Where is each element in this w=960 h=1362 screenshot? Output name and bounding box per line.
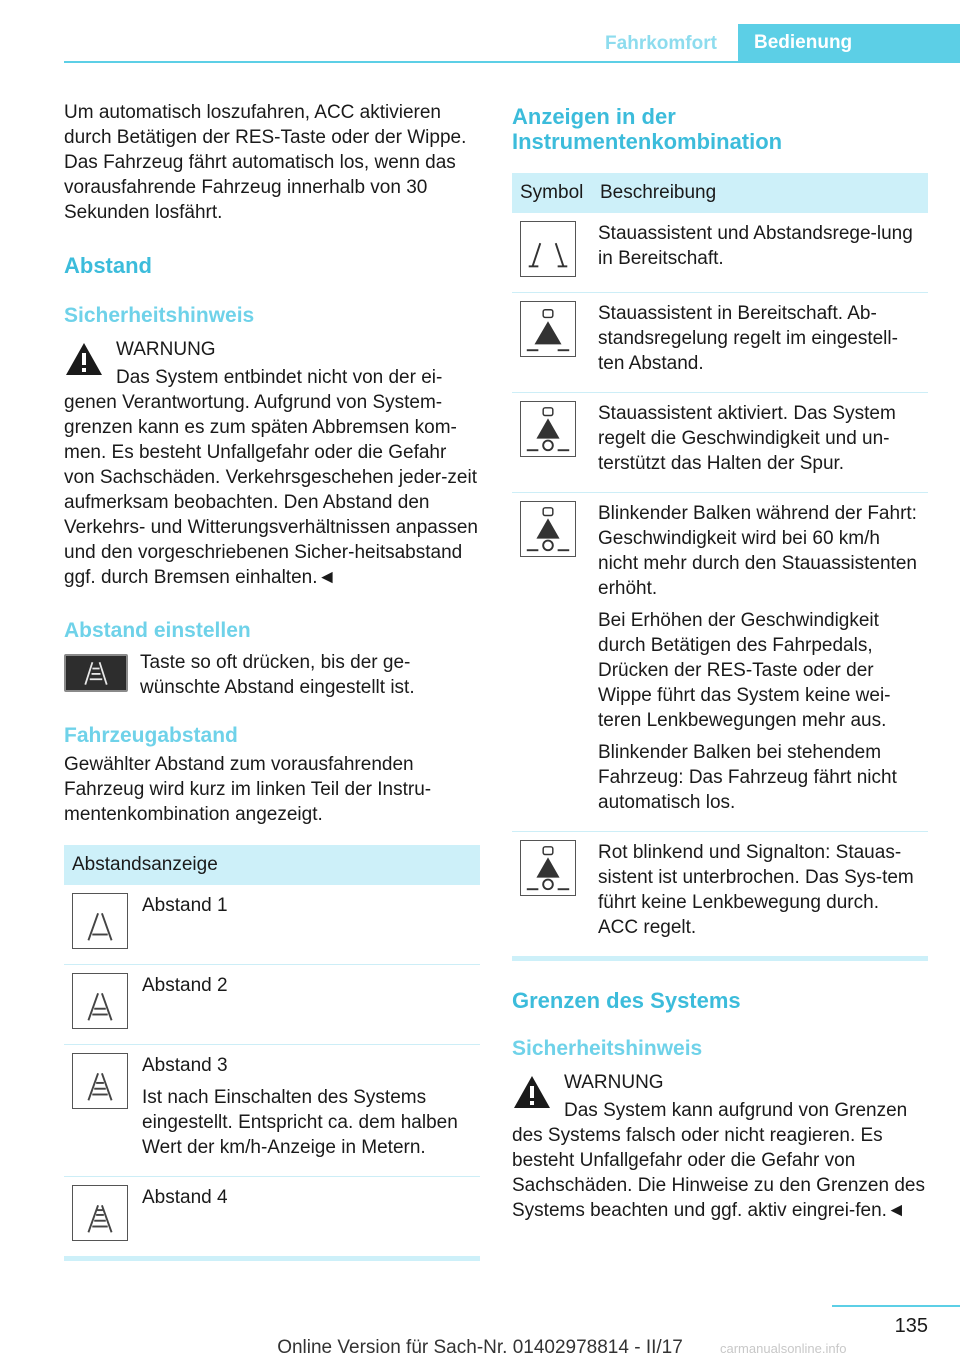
set-distance-text: Taste so oft drücken, bis der ge-wünschte Abstand eingestellt ist. xyxy=(140,652,415,698)
distance-table-end-rule xyxy=(64,1256,480,1261)
distance-button-row xyxy=(64,650,480,700)
symbol-3-description: Stauassistent aktiviert. Das System regelt die Geschwindigkeit und un-terstützt das Halten der Spur. xyxy=(598,403,896,474)
header-tab-bedienung: Bedienung xyxy=(738,24,960,62)
distance-table xyxy=(64,845,480,1256)
heading-safety-right: Sicherheitshinweis xyxy=(512,1037,703,1060)
footer-rule xyxy=(832,1305,960,1307)
distance-4-icon xyxy=(72,1185,128,1241)
heading-abstand: Abstand xyxy=(64,253,152,278)
distance-3-description: Ist nach Einschalten des Systems eingestellt. Entspricht ca. dem halben Wert der km/h-Anzeige in Metern. xyxy=(142,1087,458,1158)
warning-triangle-icon xyxy=(64,341,104,377)
warning-triangle-icon xyxy=(512,1074,552,1110)
heading-safety-left: Sicherheitshinweis xyxy=(64,304,255,327)
vehicle-distance-text: Gewählter Abstand zum vorausfahrenden Fahrzeug wird kurz im linken Teil der Instru-mentenkombination angezeigt. xyxy=(64,754,432,825)
table-row xyxy=(512,832,928,957)
warning-text: des Systems falsch oder nicht reagieren. Es besteht Unfallgefahr oder die Gefahr von Sachschäden. Die Hinweise zu den Grenzen des Systems beachten und ggf. aktiv eingrei-fen.◄ xyxy=(512,1125,925,1221)
page-number: 135 xyxy=(894,1315,928,1337)
table-row xyxy=(512,293,928,393)
distance-table-header: Abstandsanzeige xyxy=(64,845,480,885)
warning-block-right xyxy=(512,1070,928,1223)
distance-3-label: Abstand 3 xyxy=(142,1055,228,1076)
table-row xyxy=(64,965,480,1045)
online-version-note: Online Version für Sach-Nr. 01402978814 - II/17 xyxy=(277,1337,683,1358)
distance-3-icon xyxy=(72,1053,128,1109)
distance-button-icon xyxy=(64,654,128,692)
table-row xyxy=(512,393,928,493)
col-symbol: Symbol xyxy=(512,173,592,213)
heading-limits: Grenzen des Systems xyxy=(512,988,741,1013)
warning-first-line: Das System kann aufgrund von Grenzen xyxy=(564,1100,908,1121)
left-column xyxy=(64,100,480,1261)
warning-first-line: Das System entbindet nicht von der ei- xyxy=(116,367,443,388)
table-row xyxy=(64,1177,480,1257)
distance-1-icon xyxy=(72,893,128,949)
header-rule xyxy=(64,61,960,63)
symbol-1-description: Stauassistent und Abstandsrege-lung in Bereitschaft. xyxy=(598,223,913,269)
symbol-4-description-2: Bei Erhöhen der Geschwindigkeit durch Betätigen des Fahrpedals, Drücken der RES-Taste oder der Wippe führt das System keine wei-teren Lenkbewegungen mehr aus. xyxy=(598,610,891,731)
heading-display: Anzeigen in der Instrumentenkombination xyxy=(512,104,783,154)
warning-label: WARNUNG xyxy=(564,1072,664,1093)
symbol-4-description-1: Blinkender Balken während der Fahrt: Geschwindigkeit wird bei 60 km/h nicht mehr durch den Stauassistenten erhöht. xyxy=(598,503,917,599)
intro-paragraph: Um automatisch loszufahren, ACC aktivieren durch Betätigen der RES-Taste oder der Wippe. Das Fahrzeug fährt automatisch los, wenn das vorausfahrende Fahrzeug innerhalb von 30 Sekunden losfährt. xyxy=(64,102,467,223)
traffic-jam-interrupted-icon xyxy=(520,840,576,896)
symbol-4-description-3: Blinkender Balken bei stehendem Fahrzeug: Das Fahrzeug fährt nicht automatisch los. xyxy=(598,742,897,813)
table-row xyxy=(512,213,928,293)
symbol-5-description: Rot blinkend und Signalton: Stauas-sistent ist unterbrochen. Das Sys-tem führt keine Lenkbewegung durch. ACC regelt. xyxy=(598,842,914,938)
warning-block-left xyxy=(64,337,480,590)
table-row xyxy=(512,493,928,832)
header-tab-fahrkomfort: Fahrkomfort xyxy=(605,33,717,54)
table-row xyxy=(64,885,480,965)
right-column xyxy=(512,104,928,1223)
traffic-jam-active-icon xyxy=(520,401,576,457)
distance-2-icon xyxy=(72,973,128,1029)
heading-vehicle-distance: Fahrzeugabstand xyxy=(64,724,238,747)
distance-4-label: Abstand 4 xyxy=(142,1187,228,1208)
watermark: carmanualsonline.info xyxy=(720,1341,847,1356)
heading-set-distance: Abstand einstellen xyxy=(64,619,251,642)
lane-lines-icon xyxy=(520,221,576,277)
distance-1-label: Abstand 1 xyxy=(142,895,228,916)
symbol-table xyxy=(512,173,928,956)
traffic-jam-standby-icon xyxy=(520,301,576,357)
distance-2-label: Abstand 2 xyxy=(142,975,228,996)
symbol-table-end-rule xyxy=(512,956,928,961)
table-row xyxy=(64,1045,480,1177)
traffic-jam-blinking-icon xyxy=(520,501,576,557)
col-description: Beschreibung xyxy=(592,173,928,213)
symbol-2-description: Stauassistent in Bereitschaft. Ab-standsregelung regelt im eingestell-ten Abstand. xyxy=(598,303,898,374)
warning-text: genen Verantwortung. Aufgrund von System-grenzen kann es zum späten Abbremsen kom-men. Es besteht Unfallgefahr oder die Gefahr von Sachschäden. Verkehrsgeschehen jeder-zeit aufmerksam beobachten. Den Abstand den Verkehrs- und Witterungsverhältnissen anpassen und den vorgeschriebenen Sicher-heitsabstand ggf. durch Bremsen einhalten.◄ xyxy=(64,392,479,588)
warning-label: WARNUNG xyxy=(116,339,216,360)
